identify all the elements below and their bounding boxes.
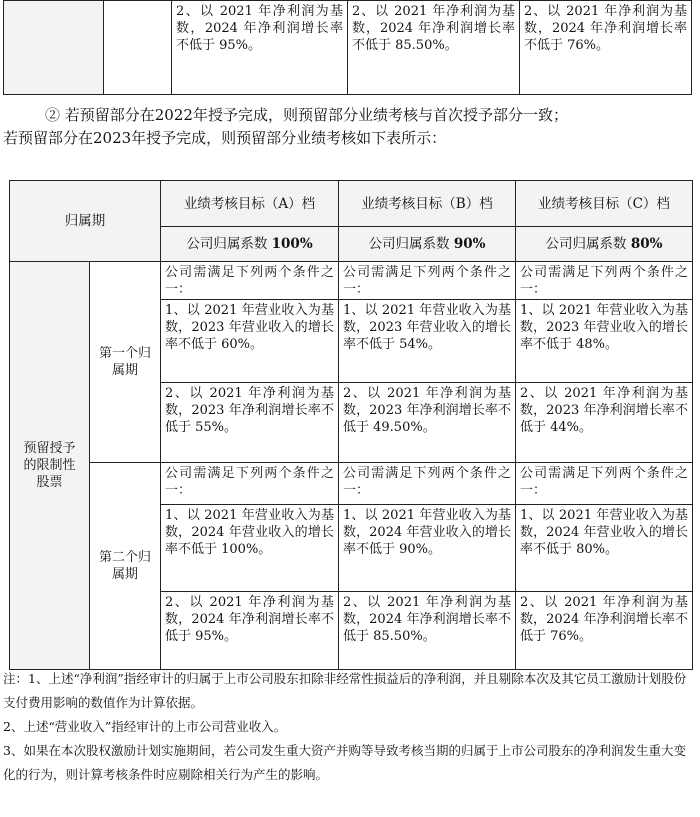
condition-cell: 公司需满足下列两个条件之一：: [516, 262, 693, 300]
revenue-target-cell: 1、以 2021 年营业收入为基数，2024 年营业收入的增长率不低于 100%。: [161, 505, 339, 592]
target-a-header: 业绩考核目标（A）档: [161, 181, 339, 227]
empty-cell: [4, 1, 104, 95]
profit-target-cell: 2、以 2021 年净利润为基数，2023 年净利润增长率不低于 44%。: [516, 383, 693, 463]
profit-target-cell: 2、以 2021 年净利润为基数，2024 年净利润增长率不低于 76%。: [516, 592, 693, 670]
condition-cell: 公司需满足下列两个条件之一：: [516, 463, 693, 505]
revenue-target-cell: 1、以 2021 年营业收入为基数，2024 年营业收入的增长率不低于 80%。: [516, 505, 693, 592]
period-label: 第二个归属期: [90, 463, 161, 670]
coefficient-b-cell: 公司归属系数 90%: [339, 227, 516, 262]
row-group-label: 预留授予的限制性股票: [10, 262, 90, 670]
coefficient-value: 100%: [271, 236, 313, 252]
reserved-grant-paragraph: [3, 104, 693, 150]
profit-target-cell: 2、以 2021 年净利润为基数，2023 年净利润增长率不低于 55%。: [161, 383, 339, 463]
paragraph-line: ② 若预留部分在2022年授予完成，则预留部分业绩考核与首次授予部分一致；: [45, 106, 568, 124]
table-row: [4, 1, 692, 95]
profit-target-cell: 2、以 2021 年净利润为基数，2024 年净利润增长率不低于 76%。: [520, 1, 692, 95]
condition-cell: 公司需满足下列两个条件之一：: [339, 463, 516, 505]
period-label: 第一个归属期: [90, 262, 161, 463]
coefficient-c-cell: 公司归属系数 80%: [516, 227, 693, 262]
footnote: 2、上述“营业收入”指经审计的上市公司营业收入。: [3, 719, 287, 734]
profit-target-cell: 2、以 2021 年净利润为基数，2024 年净利润增长率不低于 85.50%。: [348, 1, 520, 95]
condition-cell: 公司需满足下列两个条件之一：: [339, 262, 516, 300]
table-row: [10, 463, 693, 505]
empty-cell: [104, 1, 172, 95]
revenue-target-cell: 1、以 2021 年营业收入为基数，2023 年营业收入的增长率不低于 60%。: [161, 300, 339, 383]
revenue-target-cell: 1、以 2021 年营业收入为基数，2024 年营业收入的增长率不低于 90%。: [339, 505, 516, 592]
condition-cell: 公司需满足下列两个条件之一：: [161, 262, 339, 300]
period-header: 归属期: [10, 181, 161, 262]
paragraph-line: 若预留部分在2023年授予完成，则预留部分业绩考核如下表所示：: [3, 129, 447, 147]
revenue-target-cell: 1、以 2021 年营业收入为基数，2023 年营业收入的增长率不低于 54%。: [339, 300, 516, 383]
table-row: [10, 262, 693, 300]
profit-target-cell: 2、以 2021 年净利润为基数，2024 年净利润增长率不低于 85.50%。: [339, 592, 516, 670]
performance-table: [9, 180, 693, 670]
footnote: 3、如果在本次股权激励计划实施期间，若公司发生重大资产并购等导致考核当期的归属于上市公司股东的净利润发生重大变化的行为，则计算考核条件时应剔除相关行为产生的影响。: [3, 743, 686, 782]
coefficient-a-cell: 公司归属系数 100%: [161, 227, 339, 262]
profit-target-cell: 2、以 2021 年净利润为基数，2024 年净利润增长率不低于 95%。: [161, 592, 339, 670]
condition-cell: 公司需满足下列两个条件之一：: [161, 463, 339, 505]
footnote: 注：1、上述“净利润”指经审计的归属于上市公司股东扣除非经常性损益后的净利润，并且剔除本次及其它员工激励计划股份支付费用影响的数值作为计算依据。: [3, 671, 687, 710]
revenue-target-cell: 1、以 2021 年营业收入为基数，2023 年营业收入的增长率不低于 48%。: [516, 300, 693, 383]
coefficient-value: 90%: [453, 236, 486, 252]
target-b-header: 业绩考核目标（B）档: [339, 181, 516, 227]
profit-target-cell: 2、以 2021 年净利润为基数，2023 年净利润增长率不低于 49.50%。: [339, 383, 516, 463]
target-c-header: 业绩考核目标（C）档: [516, 181, 693, 227]
coefficient-value: 80%: [630, 236, 663, 252]
footnotes: [3, 667, 696, 787]
top-table: [3, 0, 692, 95]
profit-target-cell: 2、以 2021 年净利润为基数，2024 年净利润增长率不低于 95%。: [172, 1, 348, 95]
table-header-row: [10, 181, 693, 227]
